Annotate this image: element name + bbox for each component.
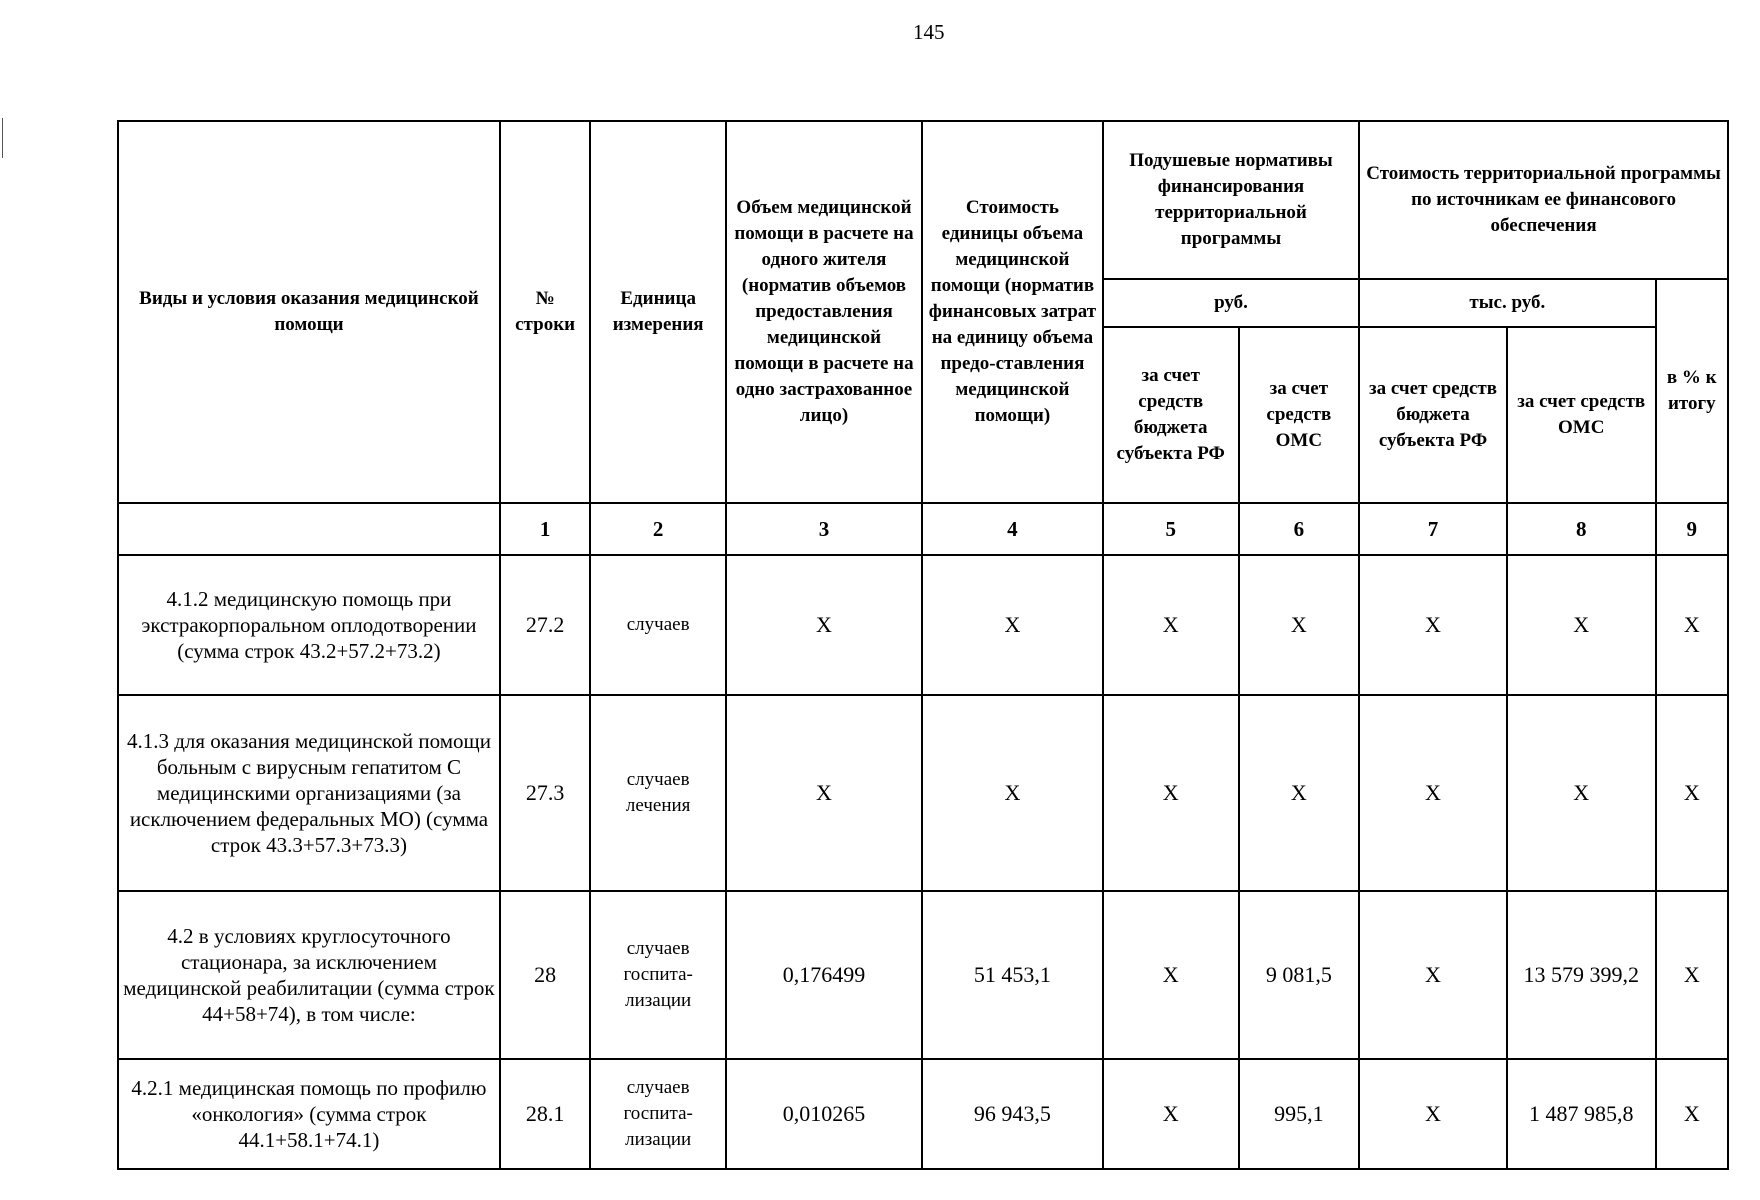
table-row: [118, 695, 1728, 891]
header-unit-rub: руб.: [1103, 279, 1359, 327]
row-number: 27.3: [500, 695, 590, 891]
scan-margin-mark: [2, 118, 3, 158]
row-unit: случаев лечения: [590, 695, 726, 891]
row-budget-thousand: X: [1359, 1059, 1507, 1169]
row-budget-thousand: X: [1359, 695, 1507, 891]
header-budget-rub: за счет средств бюджета субъекта РФ: [1103, 327, 1239, 503]
row-unit-cost: 96 943,5: [922, 1059, 1103, 1169]
column-number: 9: [1656, 503, 1728, 555]
row-oms-thousand: 13 579 399,2: [1507, 891, 1656, 1059]
table-row: [118, 891, 1728, 1059]
row-number: 28.1: [500, 1059, 590, 1169]
column-number: [118, 503, 500, 555]
row-oms-thousand: X: [1507, 555, 1656, 695]
row-unit-cost: 51 453,1: [922, 891, 1103, 1059]
row-unit: случаев: [590, 555, 726, 695]
column-number: 6: [1239, 503, 1360, 555]
row-percent: X: [1656, 891, 1728, 1059]
row-percent: X: [1656, 1059, 1728, 1169]
row-percent: X: [1656, 695, 1728, 891]
row-budget-rub: X: [1103, 891, 1239, 1059]
column-number: 2: [590, 503, 726, 555]
header-percent: в % к итогу: [1656, 279, 1728, 503]
row-oms-rub: X: [1239, 695, 1360, 891]
column-number: 4: [922, 503, 1103, 555]
column-number-row: [118, 503, 1728, 555]
page-number: 145: [913, 20, 945, 44]
row-volume: X: [726, 695, 922, 891]
header-volume: Объем медицинской помощи в расчете на одного жителя (норматив объемов предоставления медицинской помощи в расчете на одно застрахованное лицо): [726, 121, 922, 503]
header-oms-thousand: за счет средств ОМС: [1507, 327, 1656, 503]
row-number: 27.2: [500, 555, 590, 695]
header-program-cost-group: Стоимость территориальной программы по источникам ее финансового обеспечения: [1359, 121, 1728, 279]
header-desc: Виды и условия оказания медицинской помощи: [118, 121, 500, 503]
row-budget-rub: X: [1103, 695, 1239, 891]
row-budget-thousand: X: [1359, 891, 1507, 1059]
row-oms-thousand: X: [1507, 695, 1656, 891]
row-oms-rub: X: [1239, 555, 1360, 695]
header-per-capita-group: Подушевые нормативы финансирования территориальной программы: [1103, 121, 1359, 279]
table-row: [118, 555, 1728, 695]
row-unit-cost: X: [922, 555, 1103, 695]
row-unit: случаев госпита-лизации: [590, 1059, 726, 1169]
financing-table: [117, 120, 1729, 1170]
row-unit: случаев госпита-лизации: [590, 891, 726, 1059]
row-volume: X: [726, 555, 922, 695]
row-number: 28: [500, 891, 590, 1059]
row-volume: 0,010265: [726, 1059, 922, 1169]
row-oms-rub: 995,1: [1239, 1059, 1360, 1169]
row-oms-thousand: 1 487 985,8: [1507, 1059, 1656, 1169]
header-oms-rub: за счет средств ОМС: [1239, 327, 1360, 503]
row-description: 4.1.2 медицинскую помощь при экстракорпоральном оплодотворении (сумма строк 43.2+57.2+73.2): [118, 555, 500, 695]
header-unit: Единица измерения: [590, 121, 726, 503]
header-budget-thousand: за счет средств бюджета субъекта РФ: [1359, 327, 1507, 503]
header-unit-cost: Стоимость единицы объема медицинской помощи (норматив финансовых затрат на единицу объема предо-ставления медицинской помощи): [922, 121, 1103, 503]
column-number: 1: [500, 503, 590, 555]
table-row: [118, 1059, 1728, 1169]
column-number: 8: [1507, 503, 1656, 555]
header-row-number: № строки: [500, 121, 590, 503]
row-description: 4.2 в условиях круглосуточного стационара, за исключением медицинской реабилитации (сумма строк 44+58+74), в том числе:: [118, 891, 500, 1059]
row-budget-rub: X: [1103, 555, 1239, 695]
row-budget-rub: X: [1103, 1059, 1239, 1169]
column-number: 3: [726, 503, 922, 555]
row-volume: 0,176499: [726, 891, 922, 1059]
row-description: 4.1.3 для оказания медицинской помощи больным с вирусным гепатитом С медицинскими организациями (за исключением федеральных МО) (сумма строк 43.3+57.3+73.3): [118, 695, 500, 891]
row-percent: X: [1656, 555, 1728, 695]
column-number: 5: [1103, 503, 1239, 555]
row-description: 4.2.1 медицинская помощь по профилю «онкология» (сумма строк 44.1+58.1+74.1): [118, 1059, 500, 1169]
row-oms-rub: 9 081,5: [1239, 891, 1360, 1059]
header-unit-thousand-rub: тыс. руб.: [1359, 279, 1655, 327]
row-budget-thousand: X: [1359, 555, 1507, 695]
column-number: 7: [1359, 503, 1507, 555]
row-unit-cost: X: [922, 695, 1103, 891]
